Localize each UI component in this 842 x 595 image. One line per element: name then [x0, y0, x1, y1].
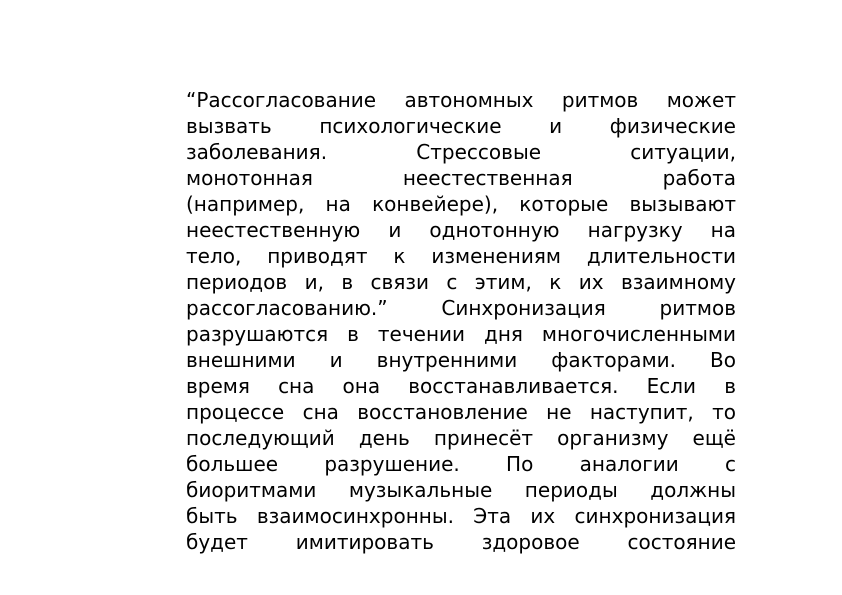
- text-line: рассогласованию.” Синхронизация ритмов: [186, 296, 736, 320]
- text-line: внешними и внутренними факторами. Во: [186, 348, 736, 372]
- text-line: заболевания. Стрессовые ситуации,: [186, 140, 736, 164]
- text-line: процессе сна восстановление не наступит, то: [186, 400, 736, 424]
- text-line: большее разрушение. По аналогии с: [186, 452, 736, 476]
- text-line: быть взаимосинхронны. Эта их синхронизация: [186, 504, 736, 528]
- text-line: вызвать психологические и физические: [186, 114, 736, 138]
- text-line: последующий день принесёт организму ещё: [186, 426, 736, 450]
- text-line: периодов и, в связи с этим, к их взаимному: [186, 270, 736, 294]
- text-line: будет имитировать здоровое состояние: [186, 530, 736, 554]
- text-line: “Рассогласование автономных ритмов может: [186, 88, 736, 112]
- text-line: биоритмами музыкальные периоды должны: [186, 478, 736, 502]
- body-paragraph: [186, 87, 736, 555]
- text-line: тело, приводят к изменениям длительности: [186, 244, 736, 268]
- text-line: неестественную и однотонную нагрузку на: [186, 218, 736, 242]
- text-line: (например, на конвейере), которые вызывают: [186, 192, 736, 216]
- text-line: монотонная неестественная работа: [186, 166, 736, 190]
- text-line: разрушаются в течении дня многочисленными: [186, 322, 736, 346]
- text-line: время сна она восстанавливается. Если в: [186, 374, 736, 398]
